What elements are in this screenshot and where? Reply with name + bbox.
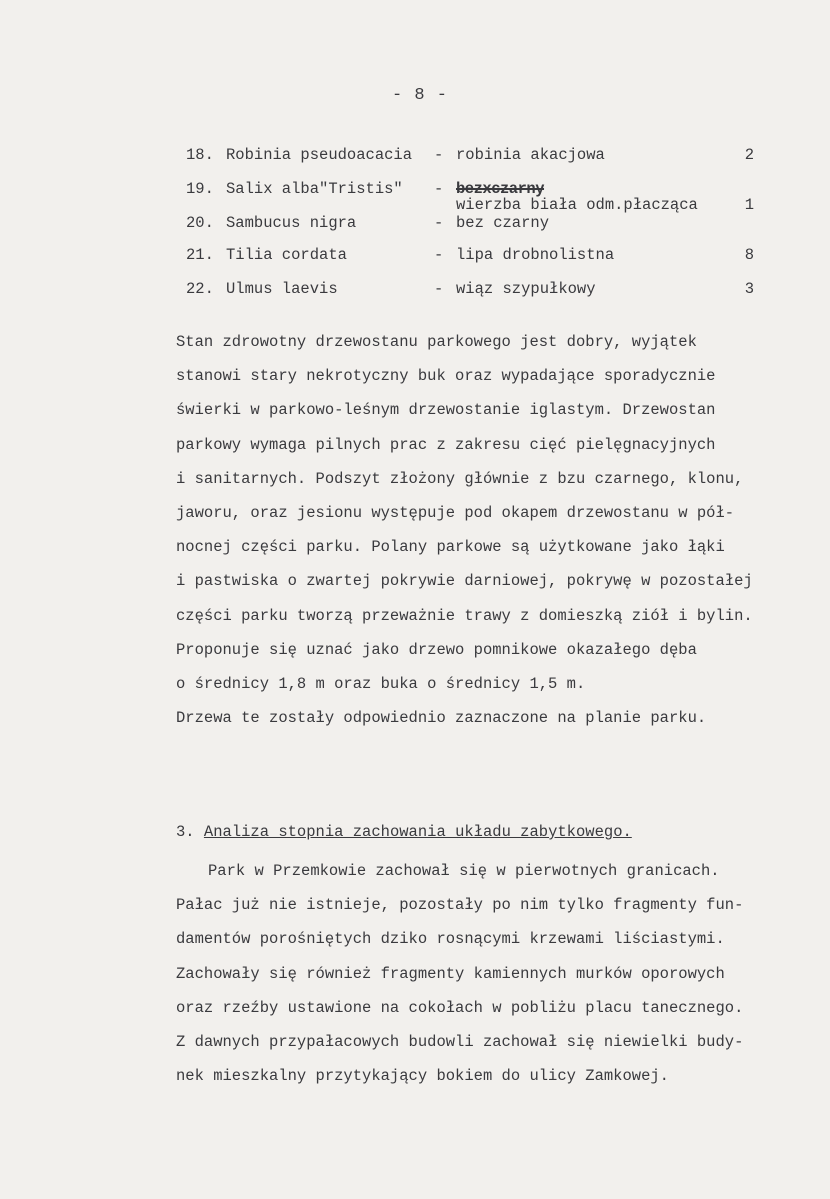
- species-count: 8: [744, 246, 754, 264]
- species-inserted-count: 1: [744, 196, 754, 214]
- paragraph-line: parkowy wymaga pilnych prac z zakresu cięć pielęgnacyjnych: [176, 435, 716, 454]
- paragraph-line: damentów porośniętych dziko rosnącymi krzewami liściastymi.: [176, 930, 725, 949]
- paragraph-line: świerki w parkowo-leśnym drzewostanie iglastym. Drzewostan: [176, 401, 716, 420]
- species-polish-name: bez czarny: [456, 214, 550, 232]
- species-row: [186, 280, 766, 314]
- analysis-paragraph: [176, 862, 816, 1101]
- species-dash: -: [434, 246, 444, 264]
- paragraph-line: nocnej części parku. Polany parkowe są użytkowane jako łąki: [176, 538, 725, 557]
- species-dash: -: [434, 280, 444, 298]
- species-number: 18.: [186, 146, 214, 164]
- species-list: [186, 146, 766, 314]
- species-polish-name: lipa drobnolistna: [456, 246, 615, 264]
- paragraph-line: Proponuje się uznać jako drzewo pomnikowe okazałego dęba: [176, 640, 697, 659]
- species-polish-name: wiąz szypułkowy: [456, 280, 596, 298]
- paragraph-line: Park w Przemkowie zachował się w pierwotnych granicach.: [208, 862, 720, 880]
- health-paragraph: [176, 333, 816, 743]
- section-heading: [176, 823, 632, 841]
- species-latin-name: Salix alba"Tristis": [226, 180, 403, 198]
- paragraph-line: Zachowały się również fragmenty kamiennych murków oporowych: [176, 964, 725, 983]
- paragraph-line: i pastwiska o zwartej pokrywie darniowej, pokrywę w pozostałej: [176, 572, 753, 591]
- species-dash: -: [434, 146, 444, 164]
- paragraph-line: części parku tworzą przeważnie trawy z domieszką ziół i bylin.: [176, 606, 753, 625]
- species-row: [186, 196, 766, 246]
- paragraph-line: jaworu, oraz jesionu występuje pod okapem drzewostanu w pół-: [176, 503, 735, 522]
- paragraph-line: Drzewa te zostały odpowiednio zaznaczone na planie parku.: [176, 709, 707, 728]
- paragraph-line: nek mieszkalny przytykający bokiem do ulicy Zamkowej.: [176, 1067, 669, 1086]
- species-inserted-name: wierzba biała odm.płacząca: [456, 196, 698, 214]
- species-count: 2: [744, 146, 754, 164]
- page-number: - 8 -: [391, 86, 448, 105]
- species-row: [186, 146, 766, 180]
- struck-out-text: bezxczarny: [456, 180, 545, 198]
- species-number: 21.: [186, 246, 214, 264]
- species-dash: -: [434, 214, 444, 232]
- species-number: 20.: [186, 214, 214, 232]
- paragraph-line: Z dawnych przypałacowych budowli zachował się niewielki budy-: [176, 1032, 744, 1051]
- species-polish-name: robinia akacjowa: [456, 146, 605, 164]
- species-latin-name: Robinia pseudoacacia: [226, 146, 413, 164]
- section-number: 3.: [176, 823, 195, 841]
- species-latin-name: Tilia cordata: [226, 246, 347, 264]
- section-title: Analiza stopnia zachowania układu zabytkowego.: [203, 823, 632, 841]
- species-latin-name: Sambucus nigra: [226, 214, 357, 232]
- paragraph-line: o średnicy 1,8 m oraz buka o średnicy 1,5 m.: [176, 674, 586, 693]
- species-dash: -: [434, 180, 444, 198]
- species-latin-name: Ulmus laevis: [226, 280, 338, 298]
- paragraph-line: Stan zdrowotny drzewostanu parkowego jest dobry, wyjątek: [176, 333, 697, 351]
- paragraph-line: stanowi stary nekrotyczny buk oraz wypadające sporadycznie: [176, 367, 716, 386]
- species-number: 19.: [186, 180, 214, 198]
- species-count: 3: [744, 280, 754, 298]
- paragraph-line: Pałac już nie istnieje, pozostały po nim tylko fragmenty fun-: [176, 896, 744, 915]
- species-number: 22.: [186, 280, 214, 298]
- species-row: [186, 246, 766, 280]
- paragraph-line: i sanitarnych. Podszyt złożony głównie z bzu czarnego, klonu,: [176, 469, 744, 488]
- paragraph-line: oraz rzeźby ustawione na cokołach w pobliżu placu tanecznego.: [176, 998, 744, 1017]
